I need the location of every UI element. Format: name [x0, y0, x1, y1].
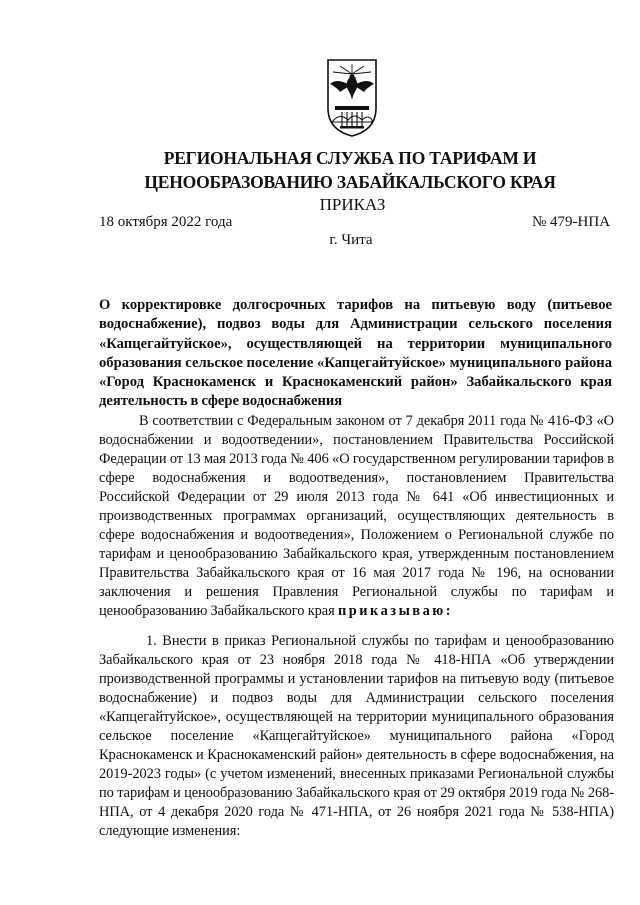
- document-number: № 479-НПА: [532, 214, 611, 230]
- organization-name-line2: ЦЕНООБРАЗОВАНИЮ ЗАБАЙКАЛЬСКОГО КРАЯ: [144, 172, 556, 192]
- document-subject: О корректировке долгосрочных тарифов на питьевую воду (питьевое водоснабжение), подвоз воды для Администрации сельского поселения «Капцегайтуйское», осуществляющей на территории муниципального образования сельское поселение «Капцегайтуйское» муниципального района «Город Краснокаменск и Краснокаменский район» Забайкальского края деятельность в сфере водоснабжения: [99, 297, 612, 410]
- order-word: приказываю:: [337, 603, 454, 619]
- organization-name: [80, 146, 620, 194]
- document-city: г. Чита: [329, 232, 373, 248]
- organization-name-line1: РЕГИОНАЛЬНАЯ СЛУЖБА ПО ТАРИФАМ И: [163, 148, 537, 168]
- preamble-paragraph: [99, 412, 614, 621]
- document-date: 18 октября 2022 года: [99, 214, 233, 230]
- zabaykalsky-coat-of-arms-icon: [326, 56, 378, 138]
- preamble-text: В соответствии с Федеральным законом от 7 декабря 2011 года № 416-ФЗ «О водоснабжении и водоотведении», постановлением Правительства Российской Федерации от 13 мая 2013 года № 406 «О государственном регулировании тарифов в сфере водоснабжения и водоотведения», постановлением Правительства Российской Федерации от 29 июля 2013 года № 641 «Об инвестиционных и производственных программах организаций, осуществляющих деятельность в сфере водоснабжения и водоотведения», Положением о Региональной службе по тарифам и ценообразованию Забайкальского края, утвержденным постановлением Правительства Забайкальского края от 16 мая 2017 года № 196, на основании заключения и решения Правления Региональной службы по тарифам и ценообразованию Забайкальского края: [99, 413, 614, 619]
- order-item-1: 1. Внести в приказ Региональной службы по тарифам и ценообразованию Забайкальского края от 23 ноября 2018 года № 418-НПА «Об утверждении производственной программы и установлении тарифов на питьевую воду (питьевое водоснабжение) и подвоз воды для Администрации сельского поселения «Капцегайтуйское», осуществляющей на территории муниципального образования сельское поселение «Капцегайтуйское» муниципального района «Город Краснокаменск и Краснокаменский район» деятельность в сфере водоснабжения, на 2019-2023 годы» (с учетом изменений, внесенных приказами Региональной службы по тарифам и ценообразованию Забайкальского края от 29 октября 2019 года № 268-НПА, от 4 декабря 2020 года № 471-НПА, от 26 ноября 2021 года № 538-НПА) следующие изменения:: [99, 633, 614, 839]
- document-type: ПРИКАЗ: [319, 195, 386, 214]
